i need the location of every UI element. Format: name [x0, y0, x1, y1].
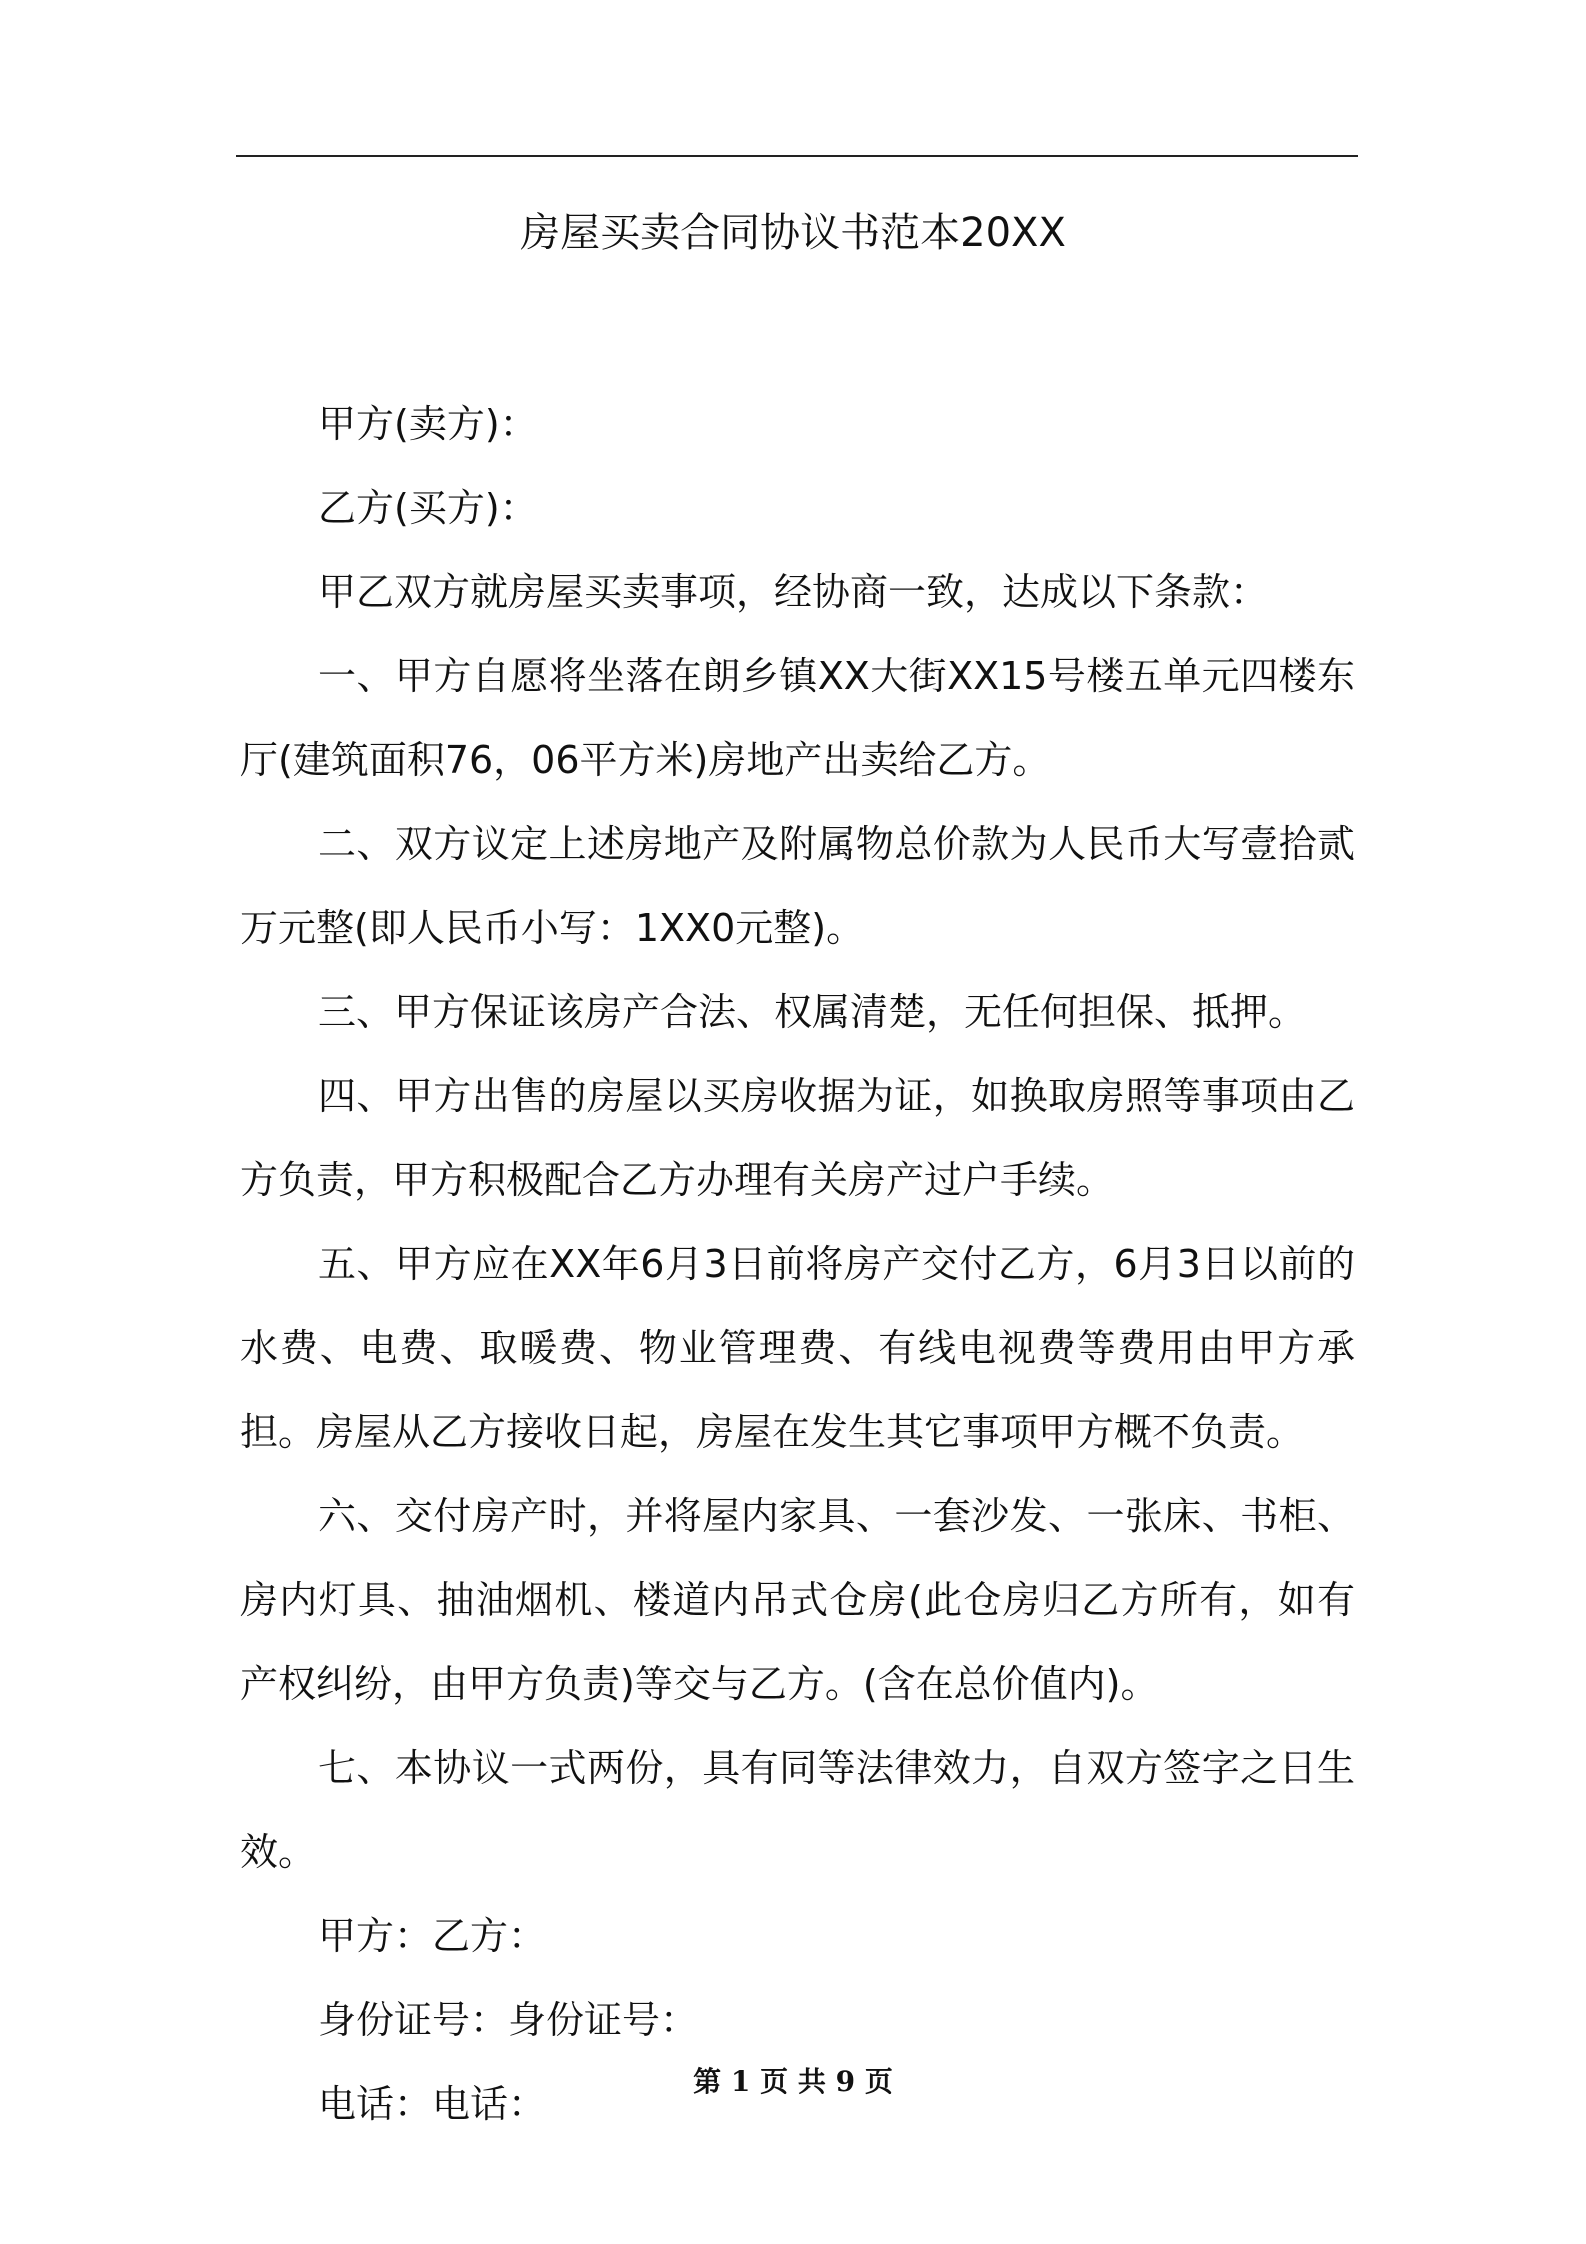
document-body — [240, 382, 1355, 2146]
clause-6: 六、交付房产时，并将屋内家具、一套沙发、一张床、书柜、房内灯具、抽油烟机、楼道内吊式仓房(此仓房归乙方所有，如有产权纠纷，由甲方负责)等交与乙方。(含在总价值内)。 — [240, 1494, 1355, 1706]
clause-7: 七、本协议一式两份，具有同等法律效力，自双方签字之日生效。 — [240, 1746, 1355, 1874]
document-title: 房屋买卖合同协议书范本20XX — [520, 210, 1066, 256]
clause-5: 五、甲方应在XX年6月3日前将房产交付乙方，6月3日以前的水费、电费、取暖费、物业管理费、有线电视费等费用由甲方承担。房屋从乙方接收日起，房屋在发生其它事项甲方概不负责。 — [240, 1242, 1355, 1454]
id-number-line: 身份证号：身份证号： — [318, 1998, 699, 2042]
clause-3: 三、甲方保证该房产合法、权属清楚，无任何担保、抵押。 — [318, 990, 1307, 1034]
intro-paragraph: 甲乙双方就房屋买卖事项，经协商一致，达成以下条款： — [318, 570, 1269, 614]
clause-1: 一、甲方自愿将坐落在朗乡镇XX大街XX15号楼五单元四楼东厅(建筑面积76，06平方米)房地产出卖给乙方。 — [240, 654, 1355, 782]
header-rule — [236, 155, 1358, 157]
phone-line: 电话：电话： — [318, 2082, 547, 2126]
party-a-line: 甲方(卖方)： — [318, 402, 538, 446]
page-footer: 第 1 页 共 9 页 — [693, 2065, 893, 2098]
clause-2: 二、双方议定上述房地产及附属物总价款为人民币大写壹拾贰万元整(即人民币小写：1XX0元整)。 — [240, 822, 1355, 950]
clause-4: 四、甲方出售的房屋以买房收据为证，如换取房照等事项由乙方负责，甲方积极配合乙方办理有关房产过户手续。 — [240, 1074, 1355, 1202]
party-b-line: 乙方(买方)： — [318, 486, 538, 530]
signature-line: 甲方：乙方： — [318, 1914, 547, 1958]
